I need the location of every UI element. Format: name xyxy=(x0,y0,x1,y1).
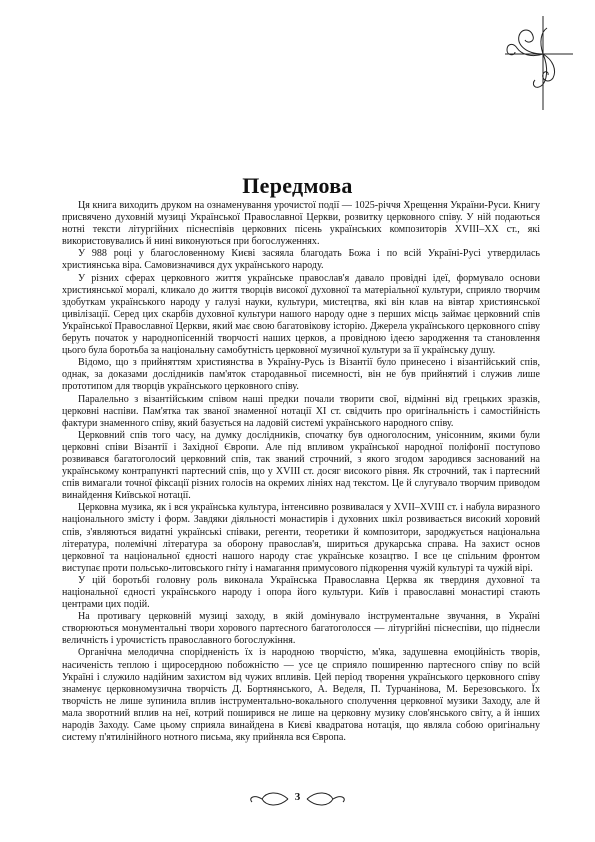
paragraph: Церковний спів того часу, на думку дослідників, спочатку був одноголосним, унісонним, якими були церковні співи Візантії і Західної Європи. Але під впливом української народної поліфонії поступово розвивався багатоголосий церковний спів, так званий строчний, з якого згодом зародився заснований на українському контрапункті партесний спів, що у XVIII ст. досяг високого рівня. Як строчний, так і партесний спів вимагали точної фіксації різних голосів на окремих лініях над текстом. Це й слугувало творчим приводом винайдення Київської нотації. xyxy=(62,429,540,502)
paragraph: Відомо, що з прийняттям християнства в Україну-Русь із Візантії було принесено і візантійський спів, однак, за доказами дослідників пам'яток стародавньої писемності, він не був прийнятий і служив лише прототипом для творців українського церковного співу. xyxy=(62,357,540,393)
paragraph: Органічна мелодична спорідненість їх із народною творчістю, м'яка, задушевна емоційність творів, насиченість теплою і щиросердною побожністю — усе це сприяло поширенню партесного співу по всій Україні і служило надійним захистом від чужих впливів. Цей період творення українського церковного співу знаменує церковномузична творчість Д. Бортнянського, А. Веделя, П. Турчанінова, М. Березовського. Їх творчість не лише зупинила вплив інструментально-вокального сполучення церковної музики Заходу, але й мала зворотний вплив на неї, котрий поширився не лише на церковну музику слов'янського світу, а й інших народів Заходу. Саме цьому сприяла винайдена в Києві квадратова нотація, що являла собою оригінальну систему п'ятилінійного нотного письма, яку прийняла вся Європа. xyxy=(62,647,540,744)
paragraph: Ця книга виходить друком на ознаменування урочистої події — 1025-річчя Хрещення України-Руси. Книгу присвячено духовній музиці Української Православної Церкви, розвитку церковного співу. У ній подаються нотні тексти літургійних піснеспівів церковних пісень українських композиторів XVIII–XX ст., які використовувались й нині виконуються при богослуженнях. xyxy=(62,200,540,248)
paragraph: На противагу церковній музиці заходу, в якій домінувало інструментальне звучання, в Україні створюються монументальні твори хорового партесного багатоголосся — літургійні піснеспіви, що піднесли величність і урочистість православного богослужіння. xyxy=(62,611,540,647)
page-number: 3 xyxy=(294,791,301,803)
preface-body xyxy=(62,200,540,744)
paragraph: У цій боротьбі головну роль виконала Українська Православна Церква як твердиня духовної та національної єдності українського народу і опора його культури. Київ і православні монастирі стають центрами цих подій. xyxy=(62,574,540,611)
paragraph: У 988 році у благословенному Києві засяяла благодать Божа і по всій Україні-Русі утвердилась християнська віра. Самовизначився дух українського народу. xyxy=(62,248,540,272)
corner-ornament-icon xyxy=(495,14,575,114)
page-footer xyxy=(0,784,595,814)
paragraph: У різних сферах церковного життя українське православ'я давало провідні ідеї, формувало основи християнської моралі, кликало до життя творців високої духовної та матеріальної культури, сприяло творчим здобуткам українського народу у галузі науки, культури, мистецтва, які він клав на вівтар християнської цивілізації. Серед цих скарбів духовної культури нашого народу одне з перших місць займає церковний спів Української Православної Церкви, який має свою багатовікову історію. Джерела українського церковного співу беруть початок у народнопісенній творчості наших церков, а провідною ідеєю зародження та становлення цього була боротьба за національну самобутність церковної музичної культури за її українську душу. xyxy=(62,272,540,357)
page-title: Передмова xyxy=(242,172,353,198)
paragraph: Церковна музика, як і вся українська культура, інтенсивно розвивалася у XVII–XVIII ст. і набула виразного національного змісту і форм. Завдяки діяльності монастирів і духовних шкіл розвивається високий хоровий спів, з'являються видатні українські співаки, регенти, теоретики й композитори, зароджується національна література, полемічні література за оборону православ'я, шириться друкарська справа. На захист основ церковної та національної єдності нашого народу стає українське козацтво. І все це спільним фронтом виступає проти польсько-литовського гніту і намагання примусового підкорення чужій культурі та чужій вірі. xyxy=(62,502,540,574)
paragraph: Паралельно з візантійським співом наші предки почали творити свої, відмінні від грецьких зразків, церковні наспіви. Пам'ятка так званої знаменної нотації XI ст. свідчить про оригінальність і самостійність фактури знаменного співу, який базується на ладовій системі українського народного співу. xyxy=(62,393,540,429)
